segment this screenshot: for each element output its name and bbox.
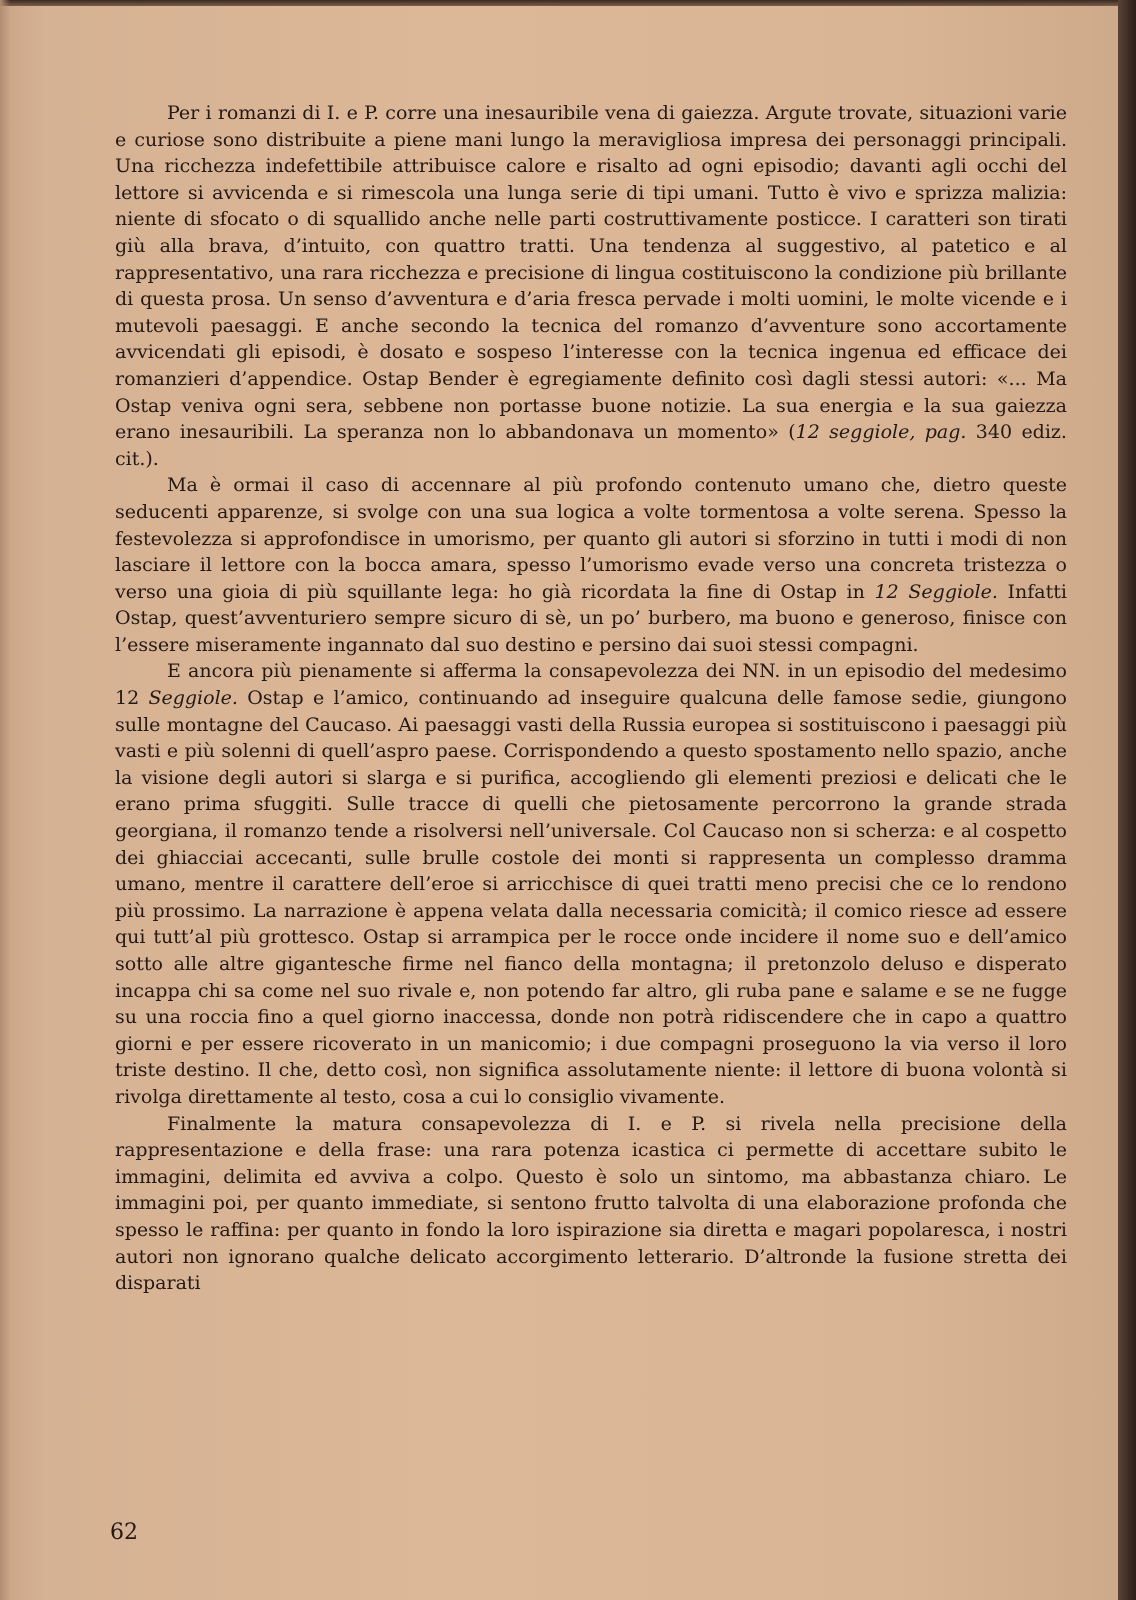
paragraph-3-run-2-italic: Seggiole.	[148, 687, 238, 710]
paragraph-4	[115, 1111, 1067, 1297]
paragraph-3-run-1: E ancora più pienamente si afferma la consapevolezza dei NN. in un episodio del medesimo 12	[115, 660, 1067, 710]
paragraph-1-run-2-italic: 12 seggiole, pag.	[795, 421, 967, 444]
paragraph-2-run-1: Ma è ormai il caso di accennare al più profondo contenuto umano che, dietro queste seducenti apparenze, si svolge con una sua logica a volte tormentosa a volte serena. Spesso la festevolezza si approfondisce in umorismo, per quanto gli autori si sforzino in tutti i modi di non lasciare il lettore con la bocca amara, spesso l’umorismo evade verso una concreta tristezza o verso una gioia di più squillante lega: ho già ricordata la fine di Ostap in	[115, 474, 1067, 603]
paragraph-2	[115, 472, 1067, 658]
paragraph-2-run-2-italic: 12 Seggiole.	[874, 580, 998, 603]
paragraph-4-run-1: Finalmente la matura consapevolezza di I. e P. si rivela nella precisione della rappresentazione e della frase: una rara potenza icastica ci permette di accettare subito le immagini, delimita ed avviva a colpo. Questo è solo un sintomo, ma abbastanza chiaro. Le immagini poi, per quanto immediate, si sentono frutto talvolta di una elaborazione profonda che spesso le raffina: per quanto in fondo la loro ispirazione sia diretta e magari popolaresca, i nostri autori non ignorano qualche delicato accorgimento letterario. D’altronde la fusione stretta dei disparati	[115, 1112, 1067, 1295]
paragraph-1-run-1: Per i romanzi di I. e P. corre una inesauribile vena di gaiezza. Argute trovate, situazioni varie e curiose sono distribuite a piene mani lungo la meravigliosa impresa dei personaggi principali. Una ricchezza indefettibile attribuisce calore e risalto ad ogni episodio; davanti agli occhi del lettore si avvicenda e si rimescola una lunga serie di tipi umani. Tutto è vivo e sprizza malizia: niente di sfocato o di squallido anche nelle parti costruttivamente posticce. I caratteri son tirati giù alla brava, d’intuito, con quattro tratti. Una tendenza al suggestivo, al patetico e al rappresentativo, una rara ricchezza e precisione di lingua costituiscono la condizione più brillante di questa prosa. Un senso d’avventura e d’aria fresca pervade i molti uomini, le molte vicende e i mutevoli paesaggi. E anche secondo la tecnica del romanzo d’avventure sono accortamente avvicendati gli episodi, è dosato e sospeso l’interesse con la tecnica ingenua ed efficace dei romanzieri d’appendice. Ostap Bender è egregiamente definito così dagli stessi autori: «... Ma Ostap veniva ogni sera, sebbene non portasse buone notizie. La sua energia e la sua gaiezza erano inesauribili. La speranza non lo abbandonava un momento» (	[115, 102, 1067, 444]
page-top-edge	[0, 0, 1118, 6]
paragraph-1	[115, 100, 1067, 472]
paragraph-1-run-3: 340 ediz. cit.).	[115, 421, 1067, 470]
page-left-edge	[0, 0, 10, 1600]
page-right-edge	[1118, 0, 1136, 1600]
paragraph-2-run-3: Infatti Ostap, quest’avventuriero sempre sicuro di sè, un po’ burbero, ma buono e generoso, finisce con l’essere miseramente ingannato dal suo destino e persino dai suoi stessi compagni.	[115, 580, 1067, 656]
page-number: 62	[110, 1520, 138, 1545]
paragraph-3	[115, 658, 1067, 1110]
paragraph-3-run-3: Ostap e l’amico, continuando ad inseguire qualcuna delle famose sedie, giungono sulle montagne del Caucaso. Ai paesaggi vasti della Russia europea si sostituiscono i paesaggi più vasti e più solenni di quell’aspro paese. Corrispondendo a questo spostamento nello spazio, anche la visione degli autori si slarga e si purifica, accogliendo gli elementi preziosi e delicati che le erano prima sfuggiti. Sulle tracce di quelli che pietosamente percorrono la grande strada georgiana, il romanzo tende a risolversi nell’universale. Col Caucaso non si scherza: e al cospetto dei ghiacciai accecanti, sulle brulle costole dei monti si rappresenta un complesso dramma umano, mentre il carattere dell’eroe si arricchisce di quei tratti meno precisi che ce lo rendono più prossimo. La narrazione è appena velata dalla necessaria comicità; il comico riesce ad essere qui tutt’al più grottesco. Ostap si arrampica per le rocce onde incidere il nome suo e dell’amico sotto alle altre gigantesche firme nel fianco della montagna; il pretonzolo deluso e disperato incappa chi sa come nel suo rivale e, non potendo far altro, gli ruba pane e salame e se ne fugge su una roccia fino a quel giorno inaccessa, donde non potrà ridiscendere che in capo a quattro giorni e per essere ricoverato in un manicomio; i due compagni proseguono la via verso il loro triste destino. Il che, detto così, non significa assolutamente niente: il lettore di buona volontà si rivolga direttamente al testo, cosa a cui lo consiglio vivamente.	[115, 687, 1067, 1108]
body-text	[115, 100, 1067, 1297]
